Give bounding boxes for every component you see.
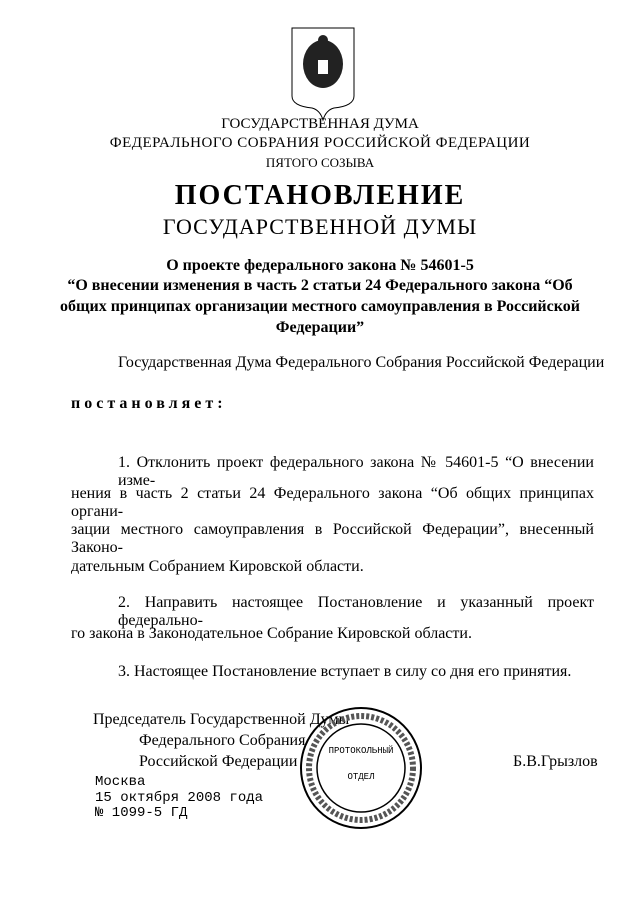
subject-line: общих принципах организации местного самоуправления в Российской: [60, 298, 580, 315]
para-line: нения в часть 2 статьи 24 Федерального закона “Об общих принципах органи-: [71, 485, 594, 520]
subject-line: Федерации”: [275, 319, 365, 336]
date: 15 октября 2008 года: [95, 790, 264, 806]
official-stamp: [298, 705, 424, 831]
para-line: зации местного самоуправления в Российской Федерации”, внесенный Законо-: [71, 521, 594, 556]
signature-title: Российской Федерации: [139, 753, 298, 770]
org-line-3: ПЯТОГО СОЗЫВА: [265, 155, 375, 170]
para-line: 1. Отклонить проект федерального закона № 54601-5 “О внесении изме-: [118, 454, 594, 489]
para-line: го закона в Законодательное Собрание Кировской области.: [71, 625, 472, 642]
subject-line: “О внесении изменения в часть 2 статьи 24 Федерального закона “Об: [67, 277, 573, 294]
signatory-name: Б.В.Грызлов: [513, 753, 598, 770]
coat-of-arms-emblem: [290, 26, 356, 122]
svg-text:ОТДЕЛ: ОТДЕЛ: [347, 772, 375, 782]
subject-line: О проекте федерального закона № 54601-5: [166, 257, 474, 274]
org-line-1: ГОСУДАРСТВЕННАЯ ДУМА: [221, 116, 419, 132]
preamble: Государственная Дума Федерального Собрания Российской Федерации: [118, 354, 605, 371]
para-line: 2. Направить настоящее Постановление и указанный проект федерально-: [118, 594, 594, 629]
city: Москва: [95, 774, 146, 790]
resolves: постановляет:: [71, 395, 227, 412]
document-subtitle: ГОСУДАРСТВЕННОЙ ДУМЫ: [162, 214, 478, 239]
para-line: 3. Настоящее Постановление вступает в силу со дня его принятия.: [118, 663, 572, 680]
svg-text:ПРОТОКОЛЬНЫЙ: ПРОТОКОЛЬНЫЙ: [328, 746, 394, 756]
signature-title: Председатель Государственной Думы: [93, 711, 350, 728]
signature-title: Федерального Собрания: [139, 732, 306, 749]
document-number: № 1099-5 ГД: [95, 805, 188, 821]
para-line: дательным Собранием Кировской области.: [71, 558, 364, 575]
document-title: ПОСТАНОВЛЕНИЕ: [174, 180, 466, 211]
org-line-2: ФЕДЕРАЛЬНОГО СОБРАНИЯ РОССИЙСКОЙ ФЕДЕРАЦИИ: [109, 135, 531, 151]
